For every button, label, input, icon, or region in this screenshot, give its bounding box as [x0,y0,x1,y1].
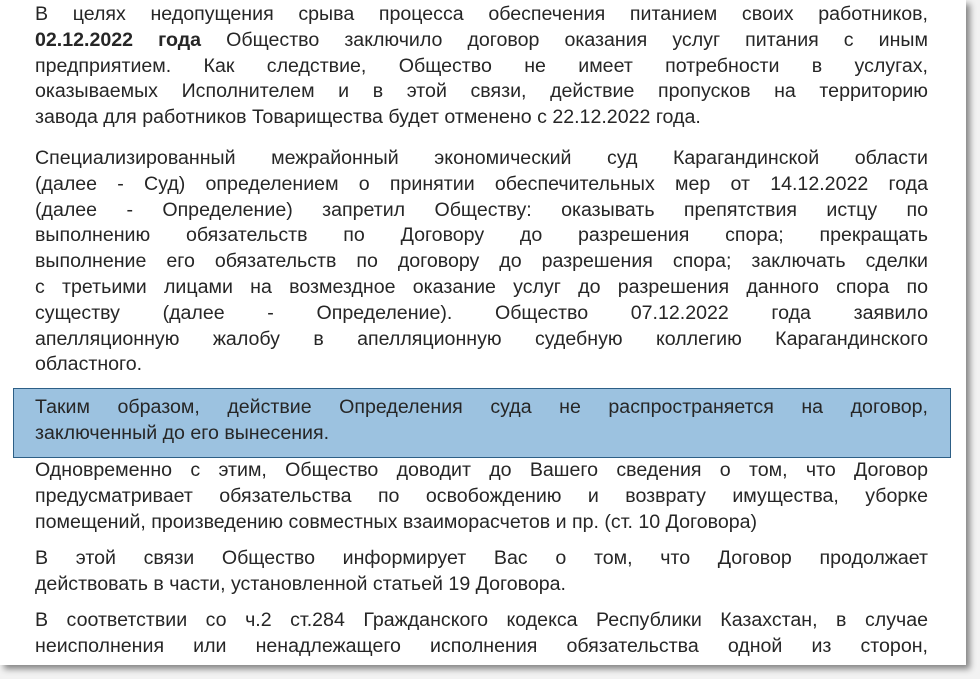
text-line: В этой связи Общество информирует Вас о том, что Договор продолжает [35,547,928,569]
text-line: предусматривает обязательства по освобождению и возврату имущества, уборке [35,484,928,507]
text-line: (далее - Суд) определением о принятии обеспечительных мер от 14.12.2022 года [35,172,928,195]
text-line-rest: Общество заключило договор оказания услуг питания с иным [201,28,928,51]
text-line: Одновременно с этим, Общество доводит до Вашего сведения о том, что Договор [35,459,928,481]
text-line: В целях недопущения срыва процесса обеспечения питанием своих работников, [35,3,928,25]
text-line: В соответствии со ч.2 ст.284 Гражданского кодекса Республики Казахстан, в случае [35,609,928,631]
paragraph-contract-obligations [35,458,928,535]
text-line [35,28,928,54]
text-line: выполнение его обязательств по договору до разрешения спора; заключать сделки [35,250,928,273]
text-line: оказываемых Исполнителем и в этой связи, действие пропусков на территорию [35,80,928,103]
text-line: апелляционную жалобу в апелляционную судебную коллегию Карагандинского [35,327,928,350]
paragraph-court-ruling [35,146,928,378]
text-line: (далее - Определение) запретил Обществу: оказывать препятствия истцу по [35,198,928,221]
text-line: завода для работников Товарищества будет отменено с 22.12.2022 года. [35,106,701,129]
text-line: неисполнения или ненадлежащего исполнения обязательства одной из сторон, [35,634,928,657]
text-line: областного. [35,353,143,376]
text-line: заключенный до его вынесения. [35,421,330,444]
text-line: помещений, произведению совместных взаиморасчетов и пр. (ст. 10 Договора) [35,510,758,533]
text-line: с третьими лицами на возмездное оказание услуг до разрешения данного спора по [35,275,928,298]
text-line: существу (далее - Определение). Общество 07.12.2022 года заявило [35,301,928,324]
paragraph-food-service-contract [35,2,928,131]
paragraph-civil-code [35,608,928,660]
paragraph-contract-continues [35,546,928,598]
text-line: Специализированный межрайонный экономический суд Карагандинской области [35,147,928,169]
text-line: Таким образом, действие Определения суда не распространяется на договор, [35,396,928,418]
contract-date: 02.12.2022 года [35,28,202,51]
text-line: предприятием. Как следствие, Общество не имеет потребности в услугах, [35,54,928,77]
text-line: выполнению обязательств по Договору до разрешения спора; прекращать [35,224,928,247]
text-line: действовать в части, установленной статьей 19 Договора. [35,572,566,595]
paragraph-highlighted-conclusion [35,395,928,447]
